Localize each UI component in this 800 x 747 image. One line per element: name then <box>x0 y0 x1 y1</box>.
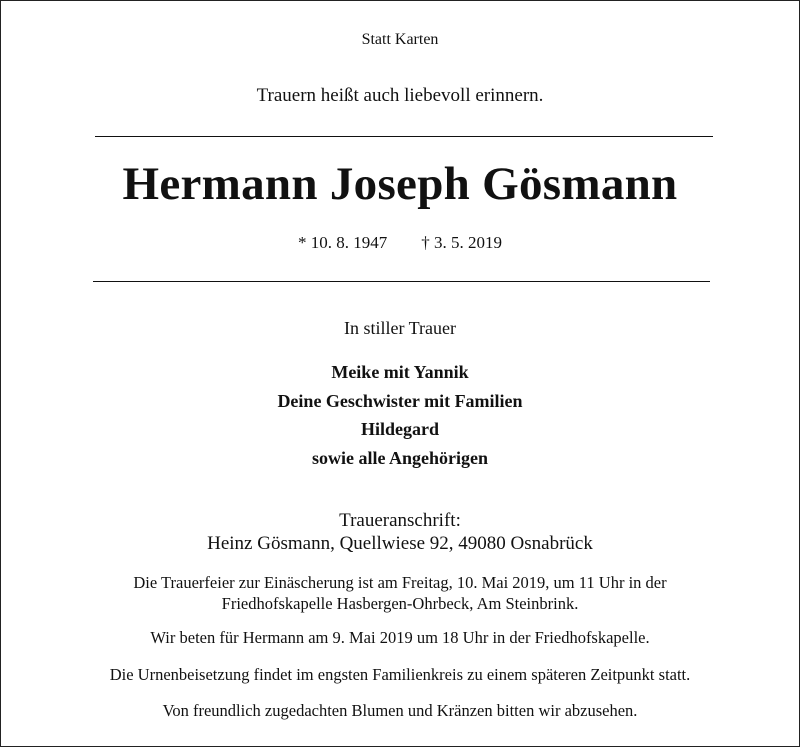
prayer-paragraph: Wir beten für Hermann am 9. Mai 2019 um 18 Uhr in der Friedhofskapelle. <box>150 628 650 647</box>
deceased-name: Hermann Joseph Gösmann <box>122 158 678 210</box>
mourner-item: Meike mit Yannik <box>331 362 469 382</box>
ceremony-paragraph <box>1 573 799 614</box>
mourners-list <box>1 358 799 472</box>
mourner-item: Deine Geschwister mit Familien <box>277 390 523 411</box>
top-divider <box>95 136 713 137</box>
address-label: Traueranschrift: <box>339 510 461 531</box>
mourning-line: In stiller Trauer <box>344 318 456 338</box>
motto-text: Trauern heißt auch liebevoll erinnern. <box>256 85 544 106</box>
header-text: Statt Karten <box>361 31 439 48</box>
address-value: Heinz Gösmann, Quellwiese 92, 49080 Osnabrück <box>207 533 593 554</box>
mourning-address <box>1 509 799 555</box>
bottom-divider <box>93 281 710 282</box>
mourner-item: sowie alle Angehörigen <box>312 447 488 468</box>
urn-paragraph: Die Urnenbeisetzung findet im engsten Familienkreis zu einem späteren Zeitpunkt statt. <box>109 665 691 684</box>
birth-date: * 10. 8. 1947 <box>298 233 388 252</box>
death-date: † 3. 5. 2019 <box>421 233 502 252</box>
ceremony-line-2: Friedhofskapelle Hasbergen-Ohrbeck, Am Steinbrink. <box>221 593 579 613</box>
life-dates <box>1 233 799 253</box>
ceremony-line-1: Die Trauerfeier zur Einäscherung ist am Freitag, 10. Mai 2019, um 11 Uhr in der <box>133 573 667 592</box>
flowers-paragraph: Von freundlich zugedachten Blumen und Kränzen bitten wir abzusehen. <box>162 701 638 720</box>
mourner-item: Hildegard <box>360 419 439 439</box>
